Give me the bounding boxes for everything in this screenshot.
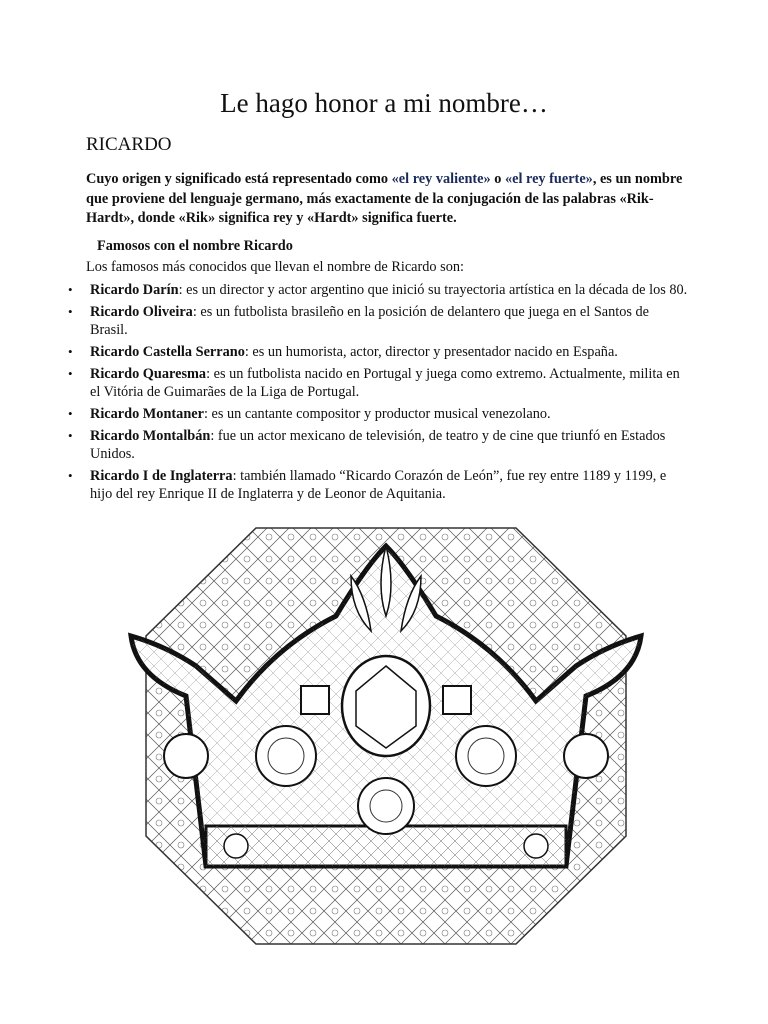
intro-text-2: o <box>490 171 505 187</box>
list-item <box>68 343 688 361</box>
intro-quote-2: «el rey fuerte» <box>504 171 593 187</box>
list-item <box>68 467 688 503</box>
famous-desc: : es un director y actor argentino que inició su trayectoria artística en la década de los 80. <box>178 282 688 298</box>
famous-name: Ricardo Montalbán <box>90 428 211 444</box>
famous-desc: : es un futbolista brasileño en la posición de delantero que juega en el Santos de Brasil. <box>90 304 650 338</box>
list-item <box>68 365 688 401</box>
crown-mandala-icon <box>126 526 646 946</box>
list-item <box>68 303 688 339</box>
intro-text-3: , es un nombre que proviene del lenguaje germano, más exactamente de la conjugación de las palabras «Rik-Hardt», donde «Rik» significa rey y «Hardt» significa fuerte. <box>86 171 683 226</box>
famous-desc: : fue un actor mexicano de televisión, de teatro y de cine que triunfó en Estados Unidos. <box>90 428 666 462</box>
intro-text-1: Cuyo origen y significado está representado como <box>86 171 392 187</box>
intro-quote-1: «el rey valiente» <box>391 171 491 187</box>
intro-paragraph <box>86 170 686 229</box>
famous-name: Ricardo Castella Serrano <box>90 344 245 360</box>
famous-desc: : es un cantante compositor y productor musical venezolano. <box>203 406 551 422</box>
name-heading: RICARDO <box>86 134 172 155</box>
famous-name: Ricardo Montaner <box>90 406 204 422</box>
famous-heading: Famosos con el nombre Ricardo <box>97 238 293 254</box>
famous-name: Ricardo Darín <box>90 282 179 298</box>
page-title: Le hago honor a mi nombre… <box>220 88 548 118</box>
list-item <box>68 405 688 423</box>
famous-name: Ricardo Oliveira <box>90 304 193 320</box>
list-item <box>68 281 688 299</box>
list-item <box>68 427 688 463</box>
famous-name: Ricardo I de Inglaterra <box>90 468 233 484</box>
famous-desc: : también llamado “Ricardo Corazón de León”, fue rey entre 1189 y 1199, e hijo del rey Enrique II de Inglaterra y de Leonor de Aquitania. <box>90 468 667 502</box>
famous-list <box>68 281 688 507</box>
famous-desc: : es un humorista, actor, director y presentador nacido en España. <box>244 344 618 360</box>
famous-name: Ricardo Quaresma <box>90 366 207 382</box>
famous-desc: : es un futbolista nacido en Portugal y juega como extremo. Actualmente, milita en el Vitória de Guimarães de la Liga de Portugal. <box>90 366 680 400</box>
famous-intro: Los famosos más conocidos que llevan el nombre de Ricardo son: <box>86 259 464 275</box>
